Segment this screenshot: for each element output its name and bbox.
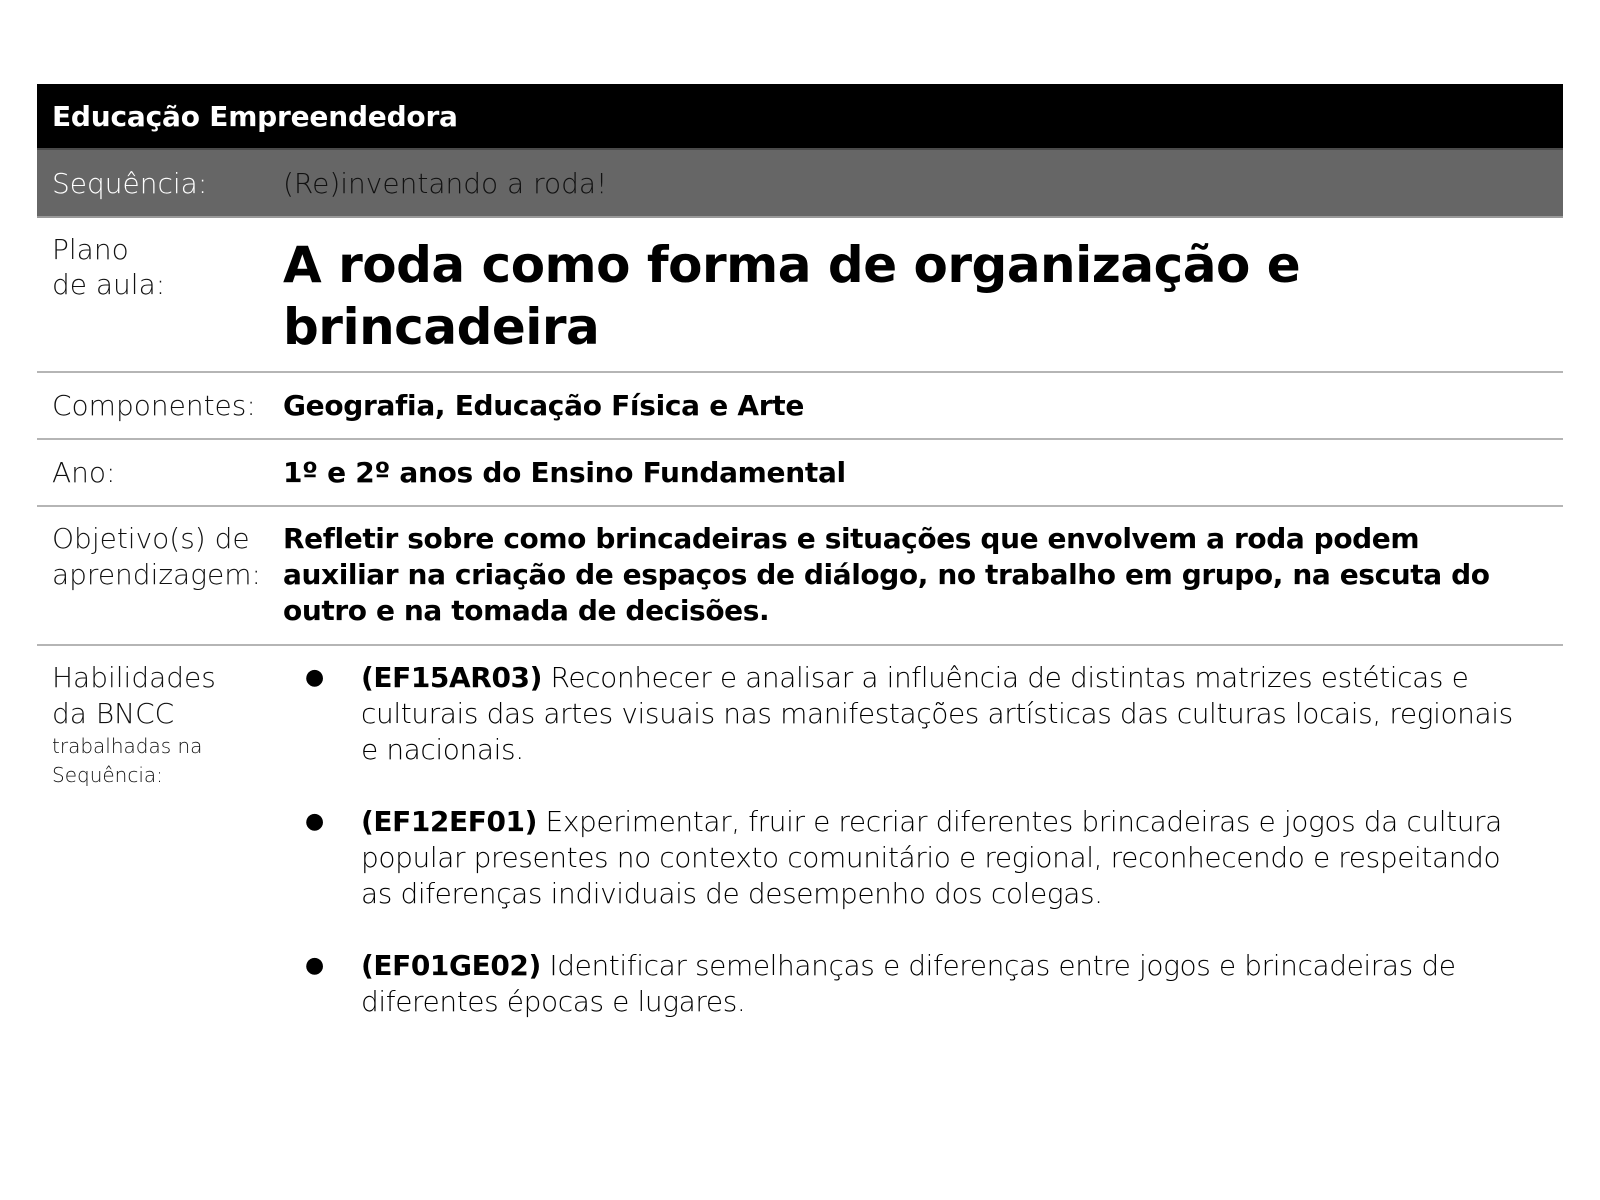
habilidades-label [37, 660, 283, 1056]
lesson-title: A roda como forma de organização e brincadeira [283, 236, 1301, 356]
header-row [37, 84, 1563, 150]
ano-value: 1º e 2º anos do Ensino Fundamental [283, 456, 846, 489]
plano-label-line1: Plano [52, 233, 129, 266]
sequencia-row [37, 150, 1563, 218]
skill-description: Reconhecer e analisar a influência de distintas matrizes estéticas e culturais das artes visuais nas manifestações artísticas das culturas locais, regionais e nacionais. [361, 661, 1513, 766]
ano-row [37, 440, 1563, 507]
habilidades-row [37, 646, 1563, 1056]
bullet-icon: ● [305, 809, 325, 834]
skill-description: Experimentar, fruir e recriar diferentes brincadeiras e jogos da cultura popular presentes no contexto comunitário e regional, reconhecendo e respeitando as diferenças individuais de desempenho dos colegas. [361, 805, 1502, 910]
skill-code: (EF15AR03) [361, 661, 543, 694]
componentes-value: Geografia, Educação Física e Arte [283, 389, 805, 422]
skills-list [283, 660, 1563, 1056]
ano-label: Ano: [52, 456, 116, 489]
lesson-plan-table [37, 84, 1563, 1056]
habilidades-label-small2: Sequência: [52, 763, 163, 787]
habilidades-label-small1: trabalhadas na [52, 734, 203, 758]
objetivos-value: Refletir sobre como brincadeiras e situações que envolvem a roda podem auxiliar na criação de espaços de diálogo, no trabalho em grupo, na escuta do outro e na tomada de decisões. [283, 522, 1490, 627]
skill-item [283, 804, 1523, 912]
skill-item [283, 660, 1523, 768]
program-title: Educação Empreendedora [52, 99, 458, 133]
objetivos-label-line1: Objetivo(s) de [52, 522, 250, 555]
plano-row [37, 218, 1563, 373]
bullet-icon: ● [305, 665, 325, 690]
sequencia-value: (Re)inventando a roda! [283, 166, 608, 200]
skill-code: (EF01GE02) [361, 949, 541, 982]
plano-label-line2: de aula: [52, 268, 166, 301]
habilidades-label-line2: da BNCC [52, 697, 175, 730]
objetivos-row [37, 507, 1563, 646]
objetivos-label [37, 521, 283, 644]
skill-item [283, 948, 1523, 1020]
sequencia-label: Sequência: [52, 166, 208, 200]
skill-description: Identificar semelhanças e diferenças entre jogos e brincadeiras de diferentes épocas e lugares. [361, 949, 1456, 1018]
componentes-label: Componentes: [52, 389, 256, 422]
habilidades-label-line1: Habilidades [52, 661, 216, 694]
bullet-icon: ● [305, 953, 325, 978]
componentes-row [37, 373, 1563, 440]
objetivos-label-line2: aprendizagem: [52, 558, 261, 591]
plano-label [37, 232, 283, 371]
skill-code: (EF12EF01) [361, 805, 538, 838]
